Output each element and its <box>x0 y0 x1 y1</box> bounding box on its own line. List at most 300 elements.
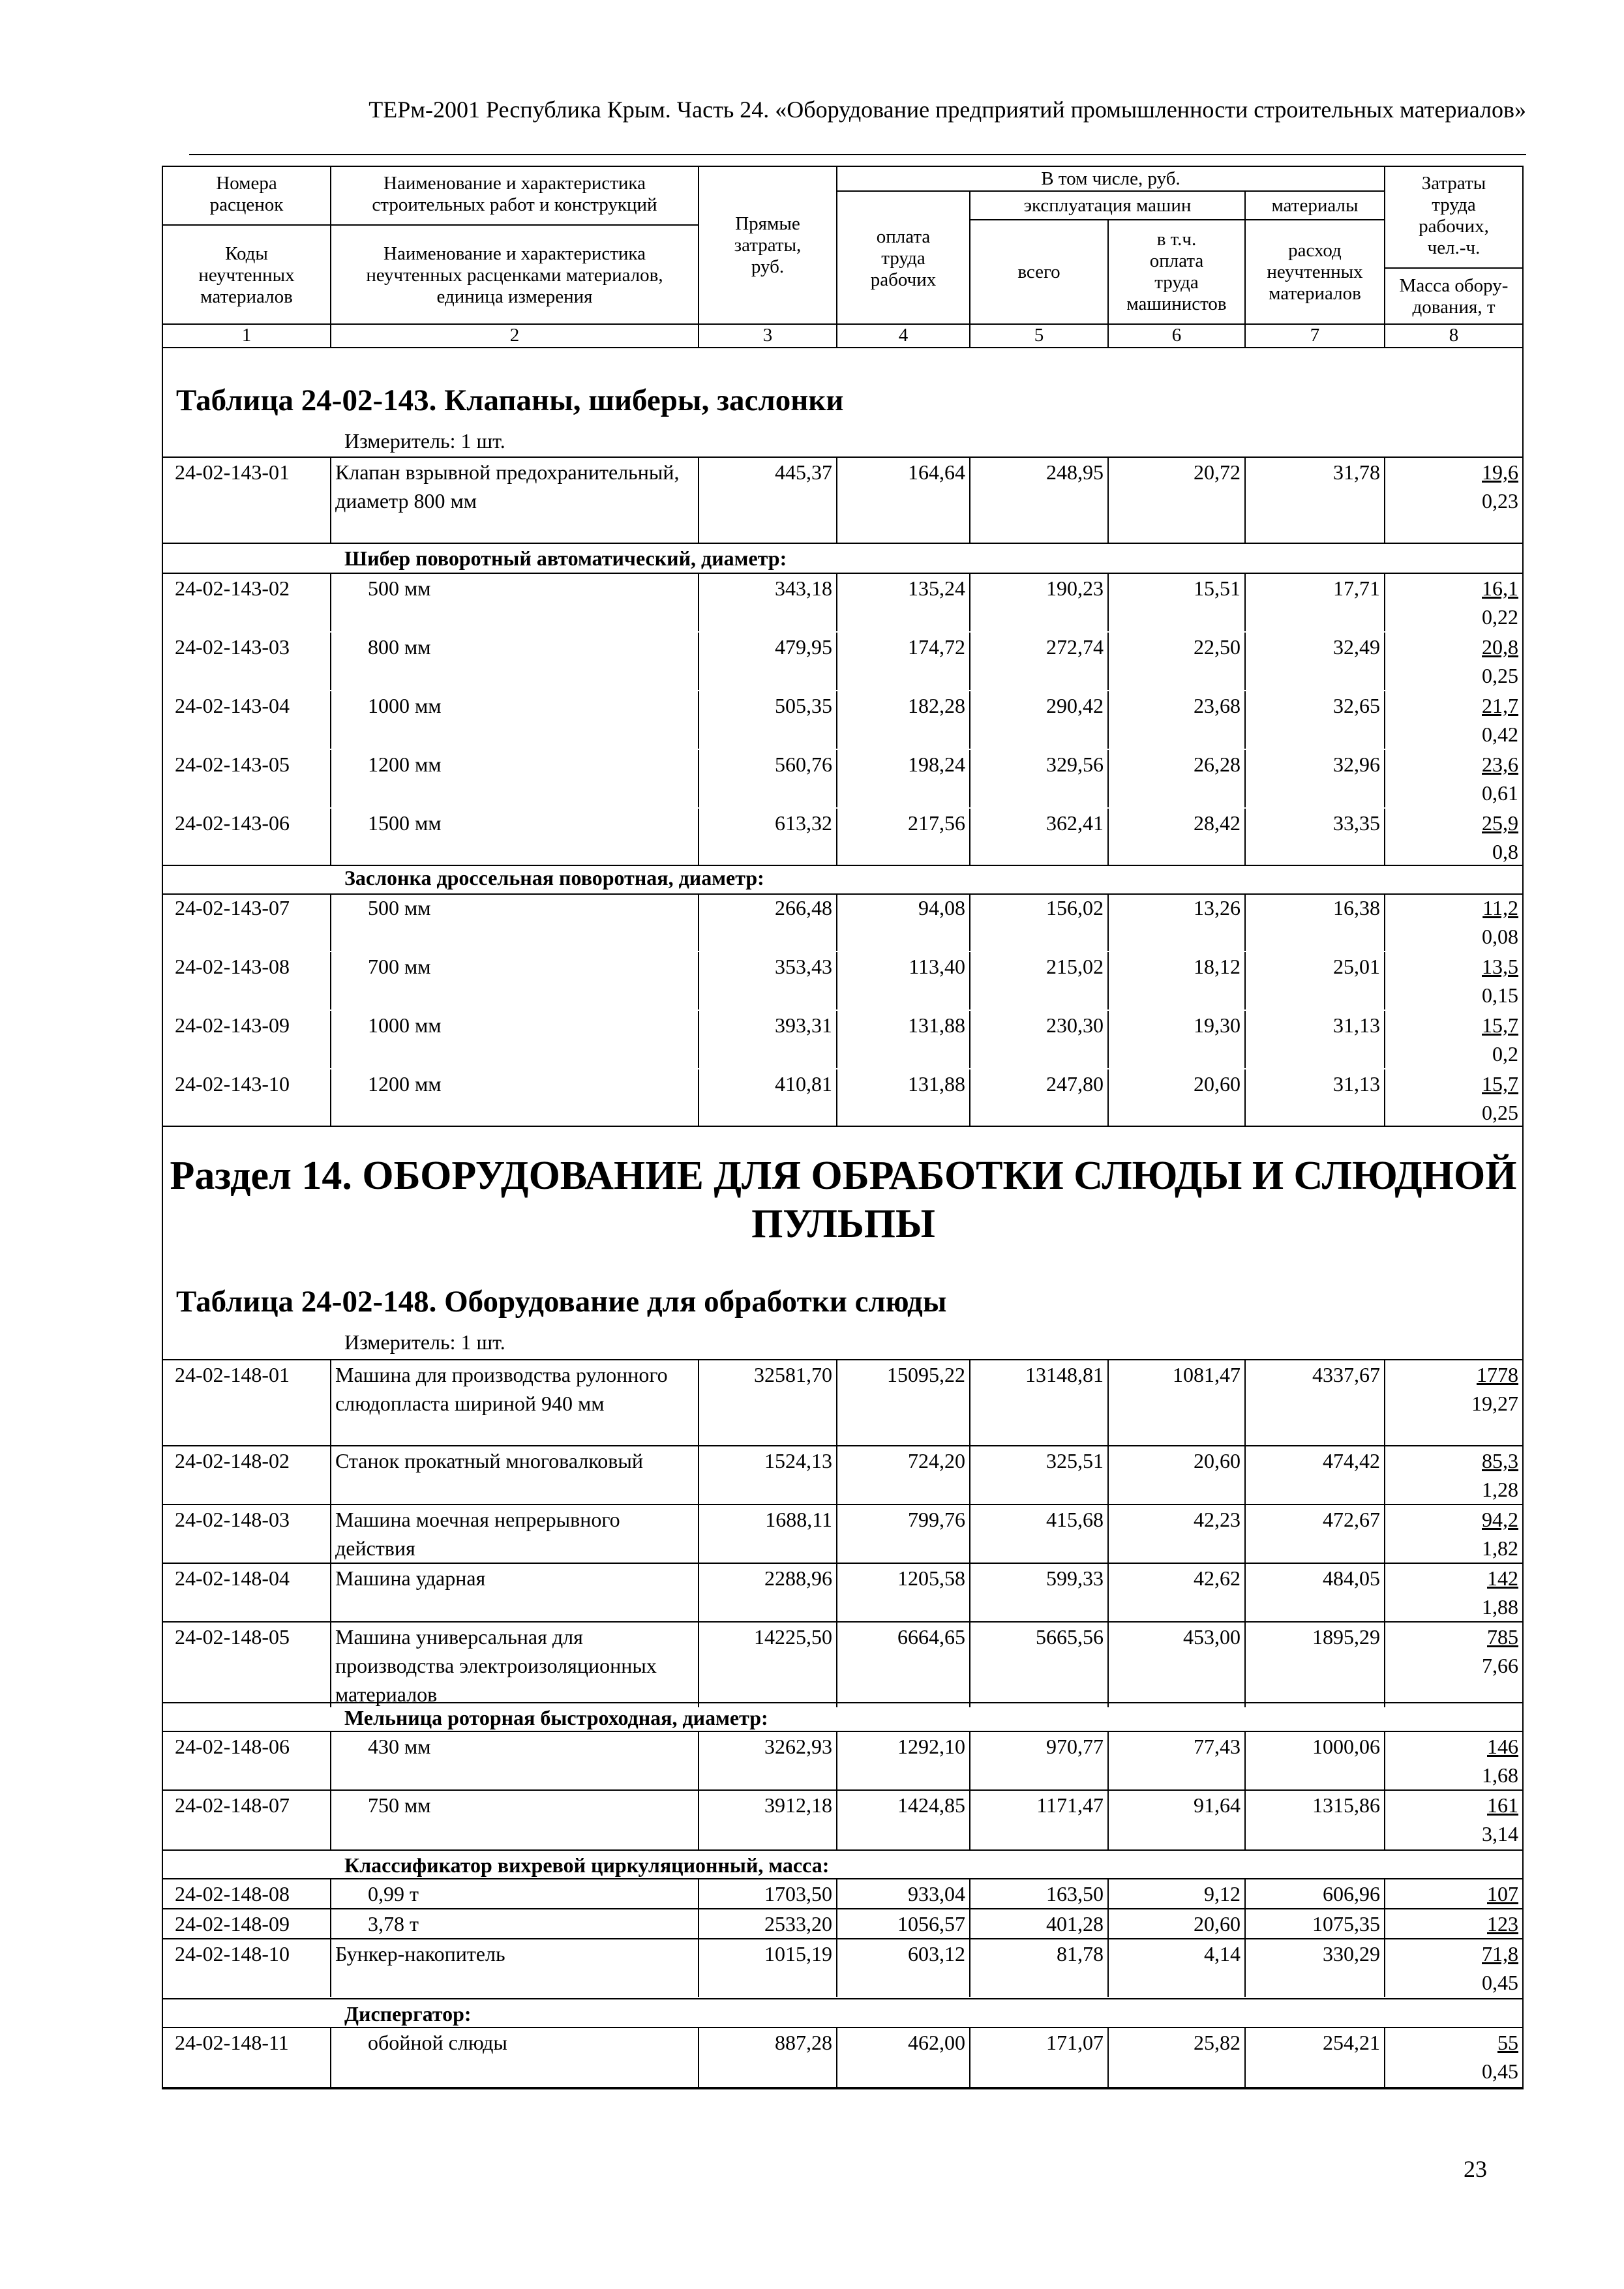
labor-value: 161 <box>1487 1793 1518 1817</box>
rule <box>330 1791 331 1849</box>
cell-c7: 31,13 <box>1333 1013 1380 1037</box>
rule <box>1107 574 1109 631</box>
head-uncounted: расход неучтенных материалов <box>1267 239 1363 304</box>
cell-code: 24-02-148-06 <box>175 1735 290 1758</box>
rule <box>969 893 970 951</box>
labor-value: 785 <box>1487 1625 1518 1649</box>
rule <box>698 2028 699 2087</box>
colnum-8: 8 <box>1449 324 1459 346</box>
rule <box>163 1702 1524 1703</box>
rule <box>1244 893 1246 951</box>
cell-c3: 560,76 <box>775 753 832 776</box>
cell-c6: 19,30 <box>1194 1013 1241 1037</box>
cell-c5: 230,30 <box>1046 1013 1104 1037</box>
rule <box>836 1623 837 1707</box>
rule <box>698 574 699 631</box>
rule <box>1244 1446 1246 1504</box>
rule <box>698 1791 699 1849</box>
cell-c7: 17,71 <box>1333 576 1380 600</box>
rule <box>163 1789 1524 1791</box>
cell-c5: 5665,56 <box>1036 1625 1104 1649</box>
cell-labor <box>1385 809 1522 865</box>
mass-value: 0,45 <box>1482 2059 1518 2083</box>
colnum-7: 7 <box>1310 324 1320 346</box>
rule <box>969 1732 970 1789</box>
rule <box>163 1563 1524 1564</box>
cell-c4: 1424,85 <box>897 1793 965 1817</box>
rule <box>698 458 699 543</box>
rule <box>836 893 837 951</box>
rule <box>969 691 970 749</box>
cell-c5: 362,41 <box>1046 811 1104 835</box>
cell-c5: 329,56 <box>1046 753 1104 776</box>
cell-name: Машина для производства рулонного слюдопласта шириной 940 мм <box>335 1363 668 1415</box>
mass-value: 0,25 <box>1482 1101 1518 1124</box>
cell-c6: 23,68 <box>1194 694 1241 717</box>
rule <box>836 750 837 807</box>
cell-name: Клапан взрывной предохранительный, диаметр 800 мм <box>335 460 680 513</box>
cell-c4: 933,04 <box>908 1882 965 1906</box>
cell-labor <box>1385 1505 1522 1563</box>
rule <box>1384 1623 1385 1707</box>
head-total: всего <box>1017 261 1060 282</box>
cell-c4: 131,88 <box>908 1072 965 1096</box>
cell-code: 24-02-148-08 <box>175 1882 290 1906</box>
labor-value: 1778 <box>1477 1363 1518 1386</box>
rule <box>163 2087 1524 2088</box>
rule <box>330 893 331 951</box>
cell-c6: 91,64 <box>1194 1793 1241 1817</box>
rule <box>1384 1909 1385 1938</box>
rule <box>1244 1505 1246 1563</box>
rule <box>1384 1446 1385 1504</box>
cell-c6: 20,60 <box>1194 1449 1241 1473</box>
running-header: ТЕРм-2001 Республика Крым. Часть 24. «Оборудование предприятий промышленности строительных материалов» <box>368 97 1526 123</box>
rule <box>1107 1505 1109 1563</box>
rule <box>836 574 837 631</box>
colnum-2: 2 <box>509 324 520 346</box>
rule <box>969 2028 970 2087</box>
cell-c6: 77,43 <box>1194 1735 1241 1758</box>
rule <box>1107 2028 1109 2087</box>
cell-c5: 81,78 <box>1057 1942 1104 1966</box>
cell-c5: 247,80 <box>1046 1072 1104 1096</box>
cell-c6: 26,28 <box>1194 753 1241 776</box>
rule <box>969 1939 970 1997</box>
rule <box>1244 1564 1246 1621</box>
colnum-4: 4 <box>898 324 909 346</box>
rule <box>969 1564 970 1621</box>
labor-value: 71,8 <box>1482 1942 1518 1966</box>
cell-name: Машина моечная непрерывного действия <box>335 1508 620 1560</box>
group-header: Мельница роторная быстроходная, диаметр: <box>344 1706 768 1729</box>
rule <box>1244 2028 1246 2087</box>
cell-c4: 15095,22 <box>887 1363 965 1386</box>
rule <box>1107 1070 1109 1126</box>
rule <box>1107 691 1109 749</box>
cell-labor <box>1385 1070 1522 1126</box>
labor-value: 107 <box>1487 1882 1518 1906</box>
cell-labor <box>1385 1939 1522 1997</box>
rule <box>836 458 837 543</box>
labor-value: 20,8 <box>1482 635 1518 659</box>
rule <box>1384 1505 1385 1563</box>
cell-labor <box>1385 1732 1522 1789</box>
cell-c7: 32,65 <box>1333 694 1380 717</box>
rule <box>163 1998 1524 1999</box>
head-name-uncounted: Наименование и характеристика неучтенных расценками материалов, единица измерения <box>366 243 663 307</box>
cell-code: 24-02-148-09 <box>175 1912 290 1936</box>
cell-c5: 325,51 <box>1046 1449 1104 1473</box>
cell-code: 24-02-143-08 <box>175 955 290 978</box>
cell-labor <box>1385 1879 1522 1908</box>
cell-code: 24-02-143-04 <box>175 694 290 717</box>
mass-value: 0,25 <box>1482 664 1518 687</box>
rule <box>1107 1939 1109 1997</box>
mass-value: 0,23 <box>1482 489 1518 513</box>
rule <box>698 1446 699 1504</box>
rule <box>1384 2028 1385 2087</box>
cell-c3: 2288,96 <box>764 1566 832 1590</box>
colnum-3: 3 <box>762 324 773 346</box>
rule <box>698 691 699 749</box>
rule <box>969 1070 970 1126</box>
rule <box>330 1070 331 1126</box>
rule <box>163 1849 1524 1851</box>
cell-name: Бункер-накопитель <box>335 1942 505 1966</box>
cell-c7: 484,05 <box>1323 1566 1380 1590</box>
rule <box>1244 750 1246 807</box>
cell-c7: 31,78 <box>1333 460 1380 484</box>
cell-name: 750 мм <box>368 1793 431 1817</box>
cell-c6: 20,60 <box>1194 1912 1241 1936</box>
cell-c3: 343,18 <box>775 576 832 600</box>
rule <box>1107 1879 1109 1908</box>
cell-c7: 16,38 <box>1333 896 1380 920</box>
cell-c6: 42,62 <box>1194 1566 1241 1590</box>
cell-c3: 613,32 <box>775 811 832 835</box>
rule <box>1244 1360 1246 1445</box>
cell-c6: 453,00 <box>1183 1625 1241 1649</box>
rule <box>1107 1360 1109 1445</box>
cell-c7: 330,29 <box>1323 1942 1380 1966</box>
rule <box>969 1791 970 1849</box>
rule <box>836 1909 837 1938</box>
rule <box>163 2027 1524 2028</box>
cell-code: 24-02-148-04 <box>175 1566 290 1590</box>
cell-c3: 1524,13 <box>764 1449 832 1473</box>
labor-value: 13,5 <box>1482 955 1518 978</box>
rule <box>836 633 837 690</box>
cell-c4: 217,56 <box>908 811 965 835</box>
rule <box>1107 1791 1109 1849</box>
cell-c7: 254,21 <box>1323 2031 1380 2054</box>
rule <box>163 1878 1524 1879</box>
cell-c6: 20,60 <box>1194 1072 1241 1096</box>
cell-code: 24-02-148-10 <box>175 1942 290 1966</box>
cell-c4: 113,40 <box>909 955 965 978</box>
mass-value: 19,27 <box>1471 1392 1518 1415</box>
cell-name: 1000 мм <box>368 694 442 717</box>
rule <box>836 1070 837 1126</box>
rule <box>836 1939 837 1997</box>
labor-value: 15,7 <box>1482 1013 1518 1037</box>
cell-c4: 131,88 <box>908 1013 965 1037</box>
cell-labor <box>1385 893 1522 951</box>
rule <box>1384 267 1522 269</box>
cell-c7: 25,01 <box>1333 955 1380 978</box>
cell-c4: 198,24 <box>908 753 965 776</box>
rule <box>1384 458 1385 543</box>
rule <box>163 224 698 226</box>
rule <box>1244 1939 1246 1997</box>
rule <box>836 2028 837 2087</box>
cell-c5: 171,07 <box>1046 2031 1104 2054</box>
cell-c6: 20,72 <box>1194 460 1241 484</box>
rule <box>1107 1732 1109 1789</box>
cell-code: 24-02-143-03 <box>175 635 290 659</box>
rule <box>1107 952 1109 1010</box>
cell-c5: 415,68 <box>1046 1508 1104 1531</box>
cell-c4: 182,28 <box>908 694 965 717</box>
cell-c6: 18,12 <box>1194 955 1241 978</box>
rule <box>1244 1791 1246 1849</box>
labor-value: 94,2 <box>1482 1508 1518 1531</box>
rule <box>1244 691 1246 749</box>
cell-c3: 1015,19 <box>764 1942 832 1966</box>
cell-c4: 174,72 <box>908 635 965 659</box>
cell-c7: 1895,29 <box>1312 1625 1380 1649</box>
cell-labor <box>1385 1360 1522 1445</box>
mass-value: 0,61 <box>1482 781 1518 805</box>
cell-code: 24-02-148-02 <box>175 1449 290 1473</box>
cell-c3: 445,37 <box>775 460 832 484</box>
mass-value: 0,15 <box>1482 983 1518 1007</box>
cell-c6: 28,42 <box>1194 811 1241 835</box>
head-name: Наименование и характеристика строительных работ и конструкций <box>372 173 657 215</box>
rule <box>1384 1879 1385 1908</box>
mass-value: 1,28 <box>1482 1478 1518 1501</box>
colnum-5: 5 <box>1034 324 1044 346</box>
cell-c4: 6664,65 <box>897 1625 965 1649</box>
rule <box>163 1938 1524 1939</box>
head-direct: Прямые затраты, руб. <box>734 213 802 277</box>
group-header: Классификатор вихревой циркуляционный, масса: <box>344 1853 830 1877</box>
labor-value: 21,7 <box>1482 694 1518 717</box>
rule <box>1107 809 1109 865</box>
rule <box>1384 167 1385 347</box>
rule <box>698 1505 699 1563</box>
cell-labor <box>1385 750 1522 807</box>
cell-code: 24-02-148-11 <box>175 2031 289 2054</box>
cell-c4: 164,64 <box>908 460 965 484</box>
mass-value: 7,66 <box>1482 1654 1518 1677</box>
cell-name: 1000 мм <box>368 1013 442 1037</box>
mass-value: 0,45 <box>1482 1971 1518 1994</box>
cell-code: 24-02-143-07 <box>175 896 290 920</box>
cell-c7: 1000,06 <box>1312 1735 1380 1758</box>
rule <box>1384 893 1385 951</box>
cell-c7: 606,96 <box>1323 1882 1380 1906</box>
mass-value: 0,8 <box>1492 840 1518 863</box>
rule <box>1244 574 1246 631</box>
cell-name: Машина универсальная для производства электроизоляционных материалов <box>335 1625 657 1706</box>
rule <box>1107 1011 1109 1068</box>
cell-labor <box>1385 574 1522 631</box>
rule <box>1384 1360 1385 1445</box>
table-148-title: Таблица 24-02-148. Оборудование для обработки слюды <box>176 1285 947 1319</box>
cell-code: 24-02-143-06 <box>175 811 290 835</box>
cell-c6: 9,12 <box>1204 1882 1241 1906</box>
rule <box>1107 458 1109 543</box>
cell-c5: 272,74 <box>1046 635 1104 659</box>
rule <box>969 952 970 1010</box>
rule <box>1244 633 1246 690</box>
rule <box>163 1504 1524 1505</box>
cell-code: 24-02-143-09 <box>175 1013 290 1037</box>
mass-value: 0,42 <box>1482 723 1518 746</box>
cell-code: 24-02-148-05 <box>175 1625 290 1649</box>
rule <box>969 633 970 690</box>
cell-labor <box>1385 1623 1522 1707</box>
rule <box>1384 1011 1385 1068</box>
rule <box>330 1732 331 1789</box>
cell-c3: 14225,50 <box>754 1625 832 1649</box>
cell-c6: 4,14 <box>1204 1942 1241 1966</box>
cell-c3: 353,43 <box>775 955 832 978</box>
rule <box>969 1446 970 1504</box>
cell-name: 430 мм <box>368 1735 431 1758</box>
cell-c5: 215,02 <box>1046 955 1104 978</box>
rule <box>698 1939 699 1997</box>
head-incl: В том числе, руб. <box>1041 168 1180 189</box>
cell-c7: 32,96 <box>1333 753 1380 776</box>
rule <box>969 1909 970 1938</box>
rule <box>1384 691 1385 749</box>
labor-value: 123 <box>1487 1912 1518 1936</box>
rule <box>1384 633 1385 690</box>
cell-c5: 970,77 <box>1046 1735 1104 1758</box>
rule <box>969 190 970 347</box>
cell-name: 0,99 т <box>368 1882 419 1906</box>
rule <box>969 1011 970 1068</box>
cell-c5: 599,33 <box>1046 1566 1104 1590</box>
cell-labor <box>1385 633 1522 690</box>
cell-c4: 1056,57 <box>897 1912 965 1936</box>
rule <box>163 1731 1524 1732</box>
cell-c7: 32,49 <box>1333 635 1380 659</box>
rule <box>836 691 837 749</box>
cell-name: 500 мм <box>368 896 431 920</box>
cell-code: 24-02-143-01 <box>175 460 290 484</box>
rule <box>836 1879 837 1908</box>
colnum-1: 1 <box>241 324 252 346</box>
head-labor-pay: оплата труда рабочих <box>870 226 937 290</box>
cell-name: 1500 мм <box>368 811 442 835</box>
cell-c5: 248,95 <box>1046 460 1104 484</box>
rule <box>1107 1564 1109 1621</box>
labor-value: 15,7 <box>1482 1072 1518 1096</box>
rule <box>163 543 1524 544</box>
labor-value: 146 <box>1487 1735 1518 1758</box>
rule <box>836 809 837 865</box>
rule <box>163 1908 1524 1909</box>
rule <box>836 167 837 347</box>
cell-c3: 3262,93 <box>764 1735 832 1758</box>
labor-value: 55 <box>1497 2031 1518 2054</box>
rule <box>1384 1564 1385 1621</box>
header-rule <box>189 154 1526 155</box>
cell-c7: 1075,35 <box>1312 1912 1380 1936</box>
table-143-unit: Измеритель: 1 шт. <box>344 429 505 453</box>
cell-c5: 163,50 <box>1046 1882 1104 1906</box>
rule <box>1244 1011 1246 1068</box>
head-labor: Затраты труда рабочих, чел.-ч. <box>1419 173 1489 258</box>
rule <box>1244 1732 1246 1789</box>
labor-value: 23,6 <box>1482 753 1518 776</box>
head-codes-uncounted: Коды неучтенных материалов <box>198 243 295 307</box>
rule <box>698 633 699 690</box>
cell-labor <box>1385 1446 1522 1504</box>
rule <box>1384 750 1385 807</box>
page-number: 23 <box>1464 2156 1487 2182</box>
rule <box>836 1446 837 1504</box>
rule <box>330 1446 331 1504</box>
cell-c6: 1081,47 <box>1173 1363 1241 1386</box>
rule <box>698 1070 699 1126</box>
rule <box>330 1505 331 1563</box>
cell-code: 24-02-143-05 <box>175 753 290 776</box>
rule <box>330 1909 331 1938</box>
head-codes: Номера расценок <box>209 173 284 215</box>
cell-c5: 13148,81 <box>1025 1363 1104 1386</box>
head-incl-machinists: в т.ч. оплата труда машинистов <box>1126 229 1227 314</box>
rule <box>163 1126 1524 1127</box>
colnum-6: 6 <box>1171 324 1182 346</box>
cell-name: обойной слюды <box>368 2031 507 2054</box>
rule <box>1244 952 1246 1010</box>
cell-c4: 603,12 <box>908 1942 965 1966</box>
cell-c5: 401,28 <box>1046 1912 1104 1936</box>
cell-c3: 1703,50 <box>764 1882 832 1906</box>
cell-c3: 266,48 <box>775 896 832 920</box>
cell-labor <box>1385 1791 1522 1849</box>
rule <box>698 1909 699 1938</box>
rule <box>698 1011 699 1068</box>
rule <box>836 1505 837 1563</box>
head-mass: Масса обору- дования, т <box>1399 275 1509 318</box>
group-header: Заслонка дроссельная поворотная, диаметр: <box>344 866 764 890</box>
rule <box>969 750 970 807</box>
rule <box>330 458 331 543</box>
cell-name: 1200 мм <box>368 753 442 776</box>
cell-c6: 13,26 <box>1194 896 1241 920</box>
head-materials: материалы <box>1271 194 1359 216</box>
cell-c5: 190,23 <box>1046 576 1104 600</box>
mass-value: 0,2 <box>1492 1042 1518 1066</box>
cell-code: 24-02-148-07 <box>175 1793 290 1817</box>
table-143-title: Таблица 24-02-143. Клапаны, шиберы, заслонки <box>176 383 844 417</box>
rule <box>698 1879 699 1908</box>
labor-value: 85,3 <box>1482 1449 1518 1473</box>
rule <box>969 1505 970 1563</box>
rule <box>330 1879 331 1908</box>
cell-c3: 410,81 <box>775 1072 832 1096</box>
rule <box>836 1360 837 1445</box>
cell-c7: 31,13 <box>1333 1072 1380 1096</box>
rule <box>163 1621 1524 1623</box>
cell-name: Станок прокатный многовалковый <box>335 1449 643 1473</box>
